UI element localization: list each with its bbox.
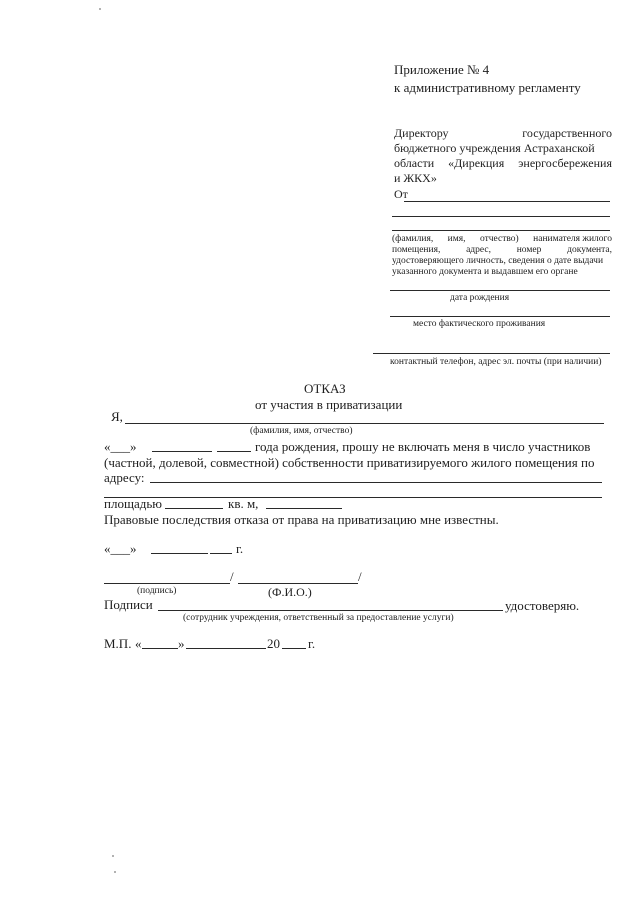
applicant-line-3 bbox=[392, 230, 610, 231]
area-extra-line bbox=[266, 508, 342, 509]
appendix-title: Приложение № 4 bbox=[394, 62, 490, 77]
employee-line bbox=[158, 610, 503, 611]
birth-text: года рождения, прошу не включать меня в число участников bbox=[255, 439, 591, 454]
addressee-line-3: области «Дирекция энергосбережения bbox=[394, 156, 612, 170]
sign-date-year-suffix: г. bbox=[236, 541, 244, 556]
area-value-line bbox=[165, 508, 223, 509]
fio-line bbox=[125, 423, 604, 424]
contact-label: контактный телефон, адрес эл. почты (при наличии) bbox=[390, 357, 602, 367]
applicant-line-2 bbox=[392, 216, 610, 217]
addressee-line-4: и ЖКХ» bbox=[394, 171, 437, 185]
signature-label: Подписи bbox=[104, 597, 153, 612]
applicant-note-line-4: указанного документа и выдавшем его органе bbox=[392, 267, 578, 277]
addressee-line-2: бюджетного учреждения Астраханской bbox=[394, 141, 595, 155]
scan-speck bbox=[112, 855, 114, 857]
document-subtitle: от участия в приватизации bbox=[255, 397, 403, 412]
from-line bbox=[404, 201, 610, 202]
stamp-date-open: « bbox=[135, 636, 142, 651]
applicant-note-line-2: помещения, адрес, номер документа, bbox=[392, 245, 612, 255]
applicant-note-line-1: (фамилия, имя, отчество) нанимателя жилого bbox=[392, 234, 612, 244]
document-title: ОТКАЗ bbox=[304, 381, 346, 396]
signature-slash-1: / bbox=[230, 569, 234, 584]
employee-note: (сотрудник учреждения, ответственный за предоставление услуги) bbox=[183, 613, 454, 623]
address-line-1 bbox=[150, 482, 602, 483]
applicant-note-line-3: удостоверяющего личность, сведения о дате выдачи bbox=[392, 256, 604, 266]
consequences-text: Правовые последствия отказа от права на приватизацию мне известны. bbox=[104, 512, 499, 527]
certify-label: удостоверяю. bbox=[505, 598, 580, 613]
sign-date-year-line bbox=[210, 553, 232, 554]
birth-date-day: «___» bbox=[104, 439, 137, 454]
signature-note: (подпись) bbox=[137, 586, 177, 596]
ownership-text: (частной, долевой, совместной) собственности приватизируемого жилого помещения по bbox=[104, 455, 595, 470]
scan-speck bbox=[114, 871, 116, 873]
fio-note: (фамилия, имя, отчество) bbox=[250, 426, 353, 436]
address-line-2 bbox=[104, 497, 602, 498]
birth-year-line bbox=[217, 451, 251, 452]
stamp-year-suffix: г. bbox=[308, 636, 316, 651]
birth-date-label: дата рождения bbox=[450, 293, 510, 303]
stamp-label: М.П. bbox=[104, 636, 132, 651]
fio-short-note: (Ф.И.О.) bbox=[268, 585, 312, 599]
sign-date-day: «___» bbox=[104, 541, 137, 556]
stamp-month-line bbox=[186, 648, 266, 649]
stamp-year-line bbox=[282, 648, 306, 649]
stamp-year-prefix: 20 bbox=[267, 636, 280, 651]
from-label: От bbox=[394, 187, 408, 201]
address-label: адресу: bbox=[104, 470, 145, 485]
addressee-line-1: Директору государственного bbox=[394, 126, 612, 140]
i-label: Я, bbox=[111, 409, 123, 424]
appendix-subtitle: к административному регламенту bbox=[394, 80, 581, 95]
birth-date-line bbox=[390, 290, 610, 291]
residence-line bbox=[390, 316, 610, 317]
stamp-day-line bbox=[142, 648, 178, 649]
stamp-date-close: » bbox=[178, 636, 185, 651]
scan-speck bbox=[99, 8, 101, 10]
contact-line bbox=[373, 353, 610, 354]
sqm-label: кв. м, bbox=[228, 496, 259, 511]
sign-date-month-line bbox=[151, 553, 208, 554]
signature-line bbox=[104, 583, 230, 584]
signature-slash-2: / bbox=[358, 569, 362, 584]
fio-short-line bbox=[238, 583, 358, 584]
residence-label: место фактического проживания bbox=[413, 319, 546, 329]
area-label: площадью bbox=[104, 496, 162, 511]
birth-month-line bbox=[152, 451, 212, 452]
